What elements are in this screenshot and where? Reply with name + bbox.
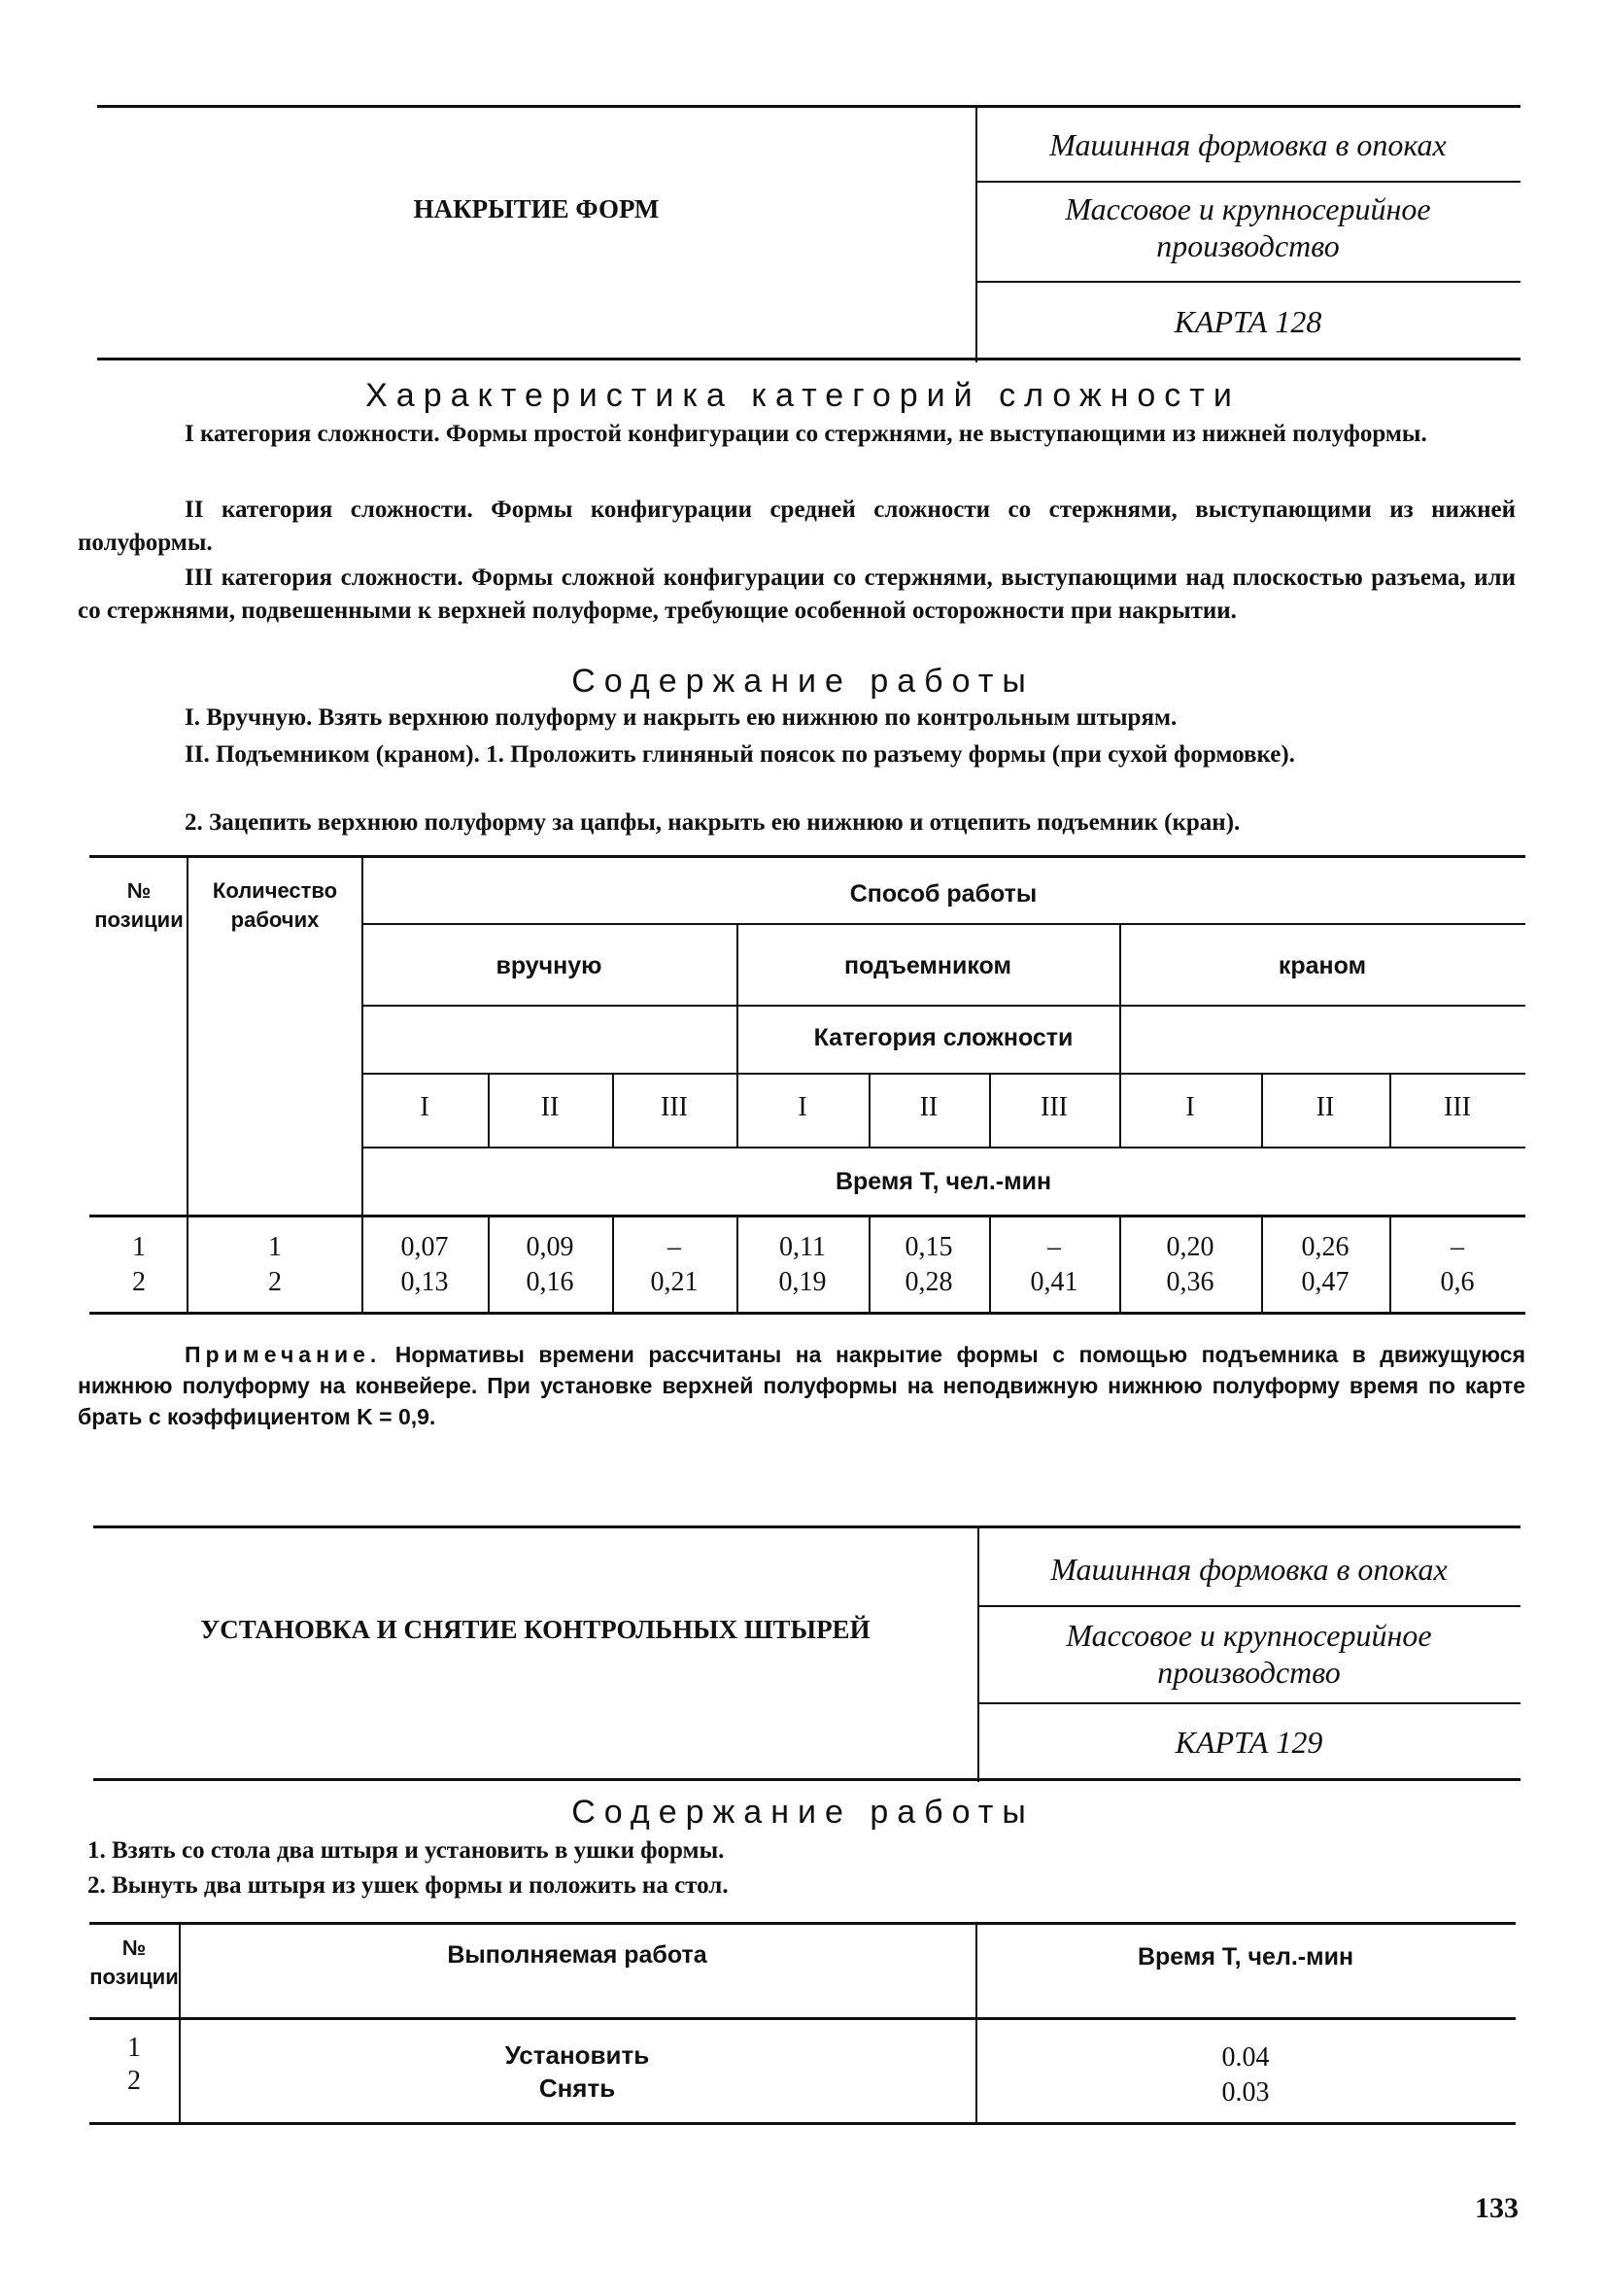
category-text: Формы простой конфигурации со стержнями, не выступающими из нижней полуформы.	[439, 421, 1427, 447]
category-label: II категория сложности.	[185, 497, 473, 523]
time-value: 0,21	[650, 1267, 699, 1297]
col-header-work: Выполняемая работа	[447, 1941, 707, 1969]
note-label: Примечание.	[185, 1342, 382, 1367]
table-rule	[89, 2122, 1516, 2125]
header-production-scale: Массовое и крупносерийное производство	[1066, 1618, 1432, 1690]
card-title: УСТАНОВКА И СНЯТИЕ КОНТРОЛЬНЫХ ШТЫРЕЙ	[200, 1615, 871, 1644]
table-row-workers: 2	[268, 1267, 282, 1297]
table-rule	[361, 1147, 1525, 1148]
category-cell: I	[798, 1092, 807, 1122]
table-rule	[89, 2017, 1516, 2020]
header-rule	[977, 1702, 1521, 1704]
complexity-category-1	[78, 418, 1516, 451]
time-value: 0,13	[400, 1267, 449, 1297]
header-bottom-rule	[93, 1778, 1521, 1781]
col-header-position: № позиции	[89, 1936, 179, 1989]
work-step-3: 2. Зацепить верхнюю полуформу за цапфы, накрыть ею нижнюю и отцепить подъемник (кран).	[185, 809, 1241, 836]
header-bottom-rule	[97, 358, 1521, 360]
table-row-workers: 1	[268, 1232, 282, 1262]
table-row-position: 1	[132, 1232, 146, 1262]
table-row-work: Снять	[538, 2073, 616, 2103]
table-note	[78, 1339, 1525, 1432]
header-rule	[975, 281, 1521, 283]
time-value: 0,07	[400, 1232, 449, 1262]
category-cell: I	[420, 1092, 429, 1122]
work-heading-129: Содержание работы	[571, 1794, 1035, 1831]
work-step-1: 1. Взять со стола два штыря и установить в ушки формы.	[87, 1837, 725, 1864]
complexity-category-header: Категория сложности	[813, 1024, 1074, 1051]
time-value: 0,6	[1440, 1267, 1475, 1297]
table-rule	[361, 923, 1525, 925]
table-rule	[89, 1922, 1516, 1925]
header-top-rule	[97, 105, 1521, 108]
time-value: 0,26	[1301, 1232, 1350, 1262]
page-number: 133	[1475, 2192, 1519, 2224]
table-row-position: 2	[132, 1267, 146, 1297]
complexity-heading: Характеристика категорий сложности	[365, 377, 1241, 414]
header-card-number: КАРТА 128	[1174, 304, 1322, 339]
time-value: 0,28	[905, 1267, 953, 1297]
time-value: 0,09	[526, 1232, 574, 1262]
category-text: Формы сложной конфигурации со стержнями, выступающими над плоскостью разъема, или со стержнями, подвешенными к верхней полуформе, требующие особенной осторожности при накрытии.	[78, 565, 1516, 624]
header-top-rule	[93, 1525, 1521, 1528]
header-production-type: Машинная формовка в опоках	[1049, 127, 1447, 162]
time-value: –	[1451, 1232, 1464, 1262]
category-cell: I	[1185, 1092, 1195, 1122]
time-value: 0,11	[779, 1232, 826, 1262]
work-heading: Содержание работы	[571, 663, 1035, 700]
table-rule	[89, 1312, 1525, 1315]
card-title: НАКРЫТИЕ ФОРМ	[413, 194, 660, 223]
category-cell: II	[1316, 1092, 1335, 1122]
method-manual: вручную	[495, 952, 602, 979]
table-row-work: Установить	[504, 2040, 650, 2070]
header-rule	[975, 181, 1521, 183]
col-header-time: Время Т, чел.-мин	[1137, 1943, 1354, 1970]
header-production-type: Машинная формовка в опоках	[1050, 1552, 1448, 1587]
category-text: Формы конфигурации средней сложности со стержнями, выступающими из нижней полуформы.	[78, 497, 1516, 556]
method-hoist: подъемником	[844, 952, 1011, 979]
table-rule	[361, 1005, 1525, 1007]
time-header: Время Т, чел.-мин	[835, 1168, 1052, 1195]
time-value: 0,36	[1166, 1267, 1214, 1297]
col-header-method: Способ работы	[849, 880, 1038, 908]
category-cell: II	[919, 1092, 939, 1122]
time-value: –	[1047, 1232, 1061, 1262]
time-value: 0,19	[778, 1267, 827, 1297]
header-card-number: КАРТА 129	[1175, 1725, 1323, 1760]
header-production-scale: Массовое и крупносерийное производство	[1065, 191, 1431, 263]
table-row-time: 0.03	[1221, 2077, 1270, 2108]
table-rule	[361, 1073, 1525, 1075]
col-header-position: № позиции	[94, 878, 184, 932]
category-label: III категория сложности.	[185, 565, 463, 591]
category-cell: III	[661, 1092, 688, 1122]
table-row-position: 1	[127, 2033, 141, 2063]
time-value: 0,20	[1166, 1232, 1214, 1262]
table-rule	[89, 1215, 1525, 1217]
complexity-category-3	[78, 562, 1516, 628]
time-value: 0,16	[526, 1267, 574, 1297]
category-cell: III	[1444, 1092, 1471, 1122]
table-row-time: 0.04	[1221, 2042, 1270, 2073]
time-value: 0,15	[905, 1232, 953, 1262]
col-header-workers: Количество рабочих	[212, 878, 338, 932]
time-value: 0,47	[1301, 1267, 1350, 1297]
header-rule	[977, 1605, 1521, 1607]
work-step-2: 2. Вынуть два штыря из ушек формы и положить на стол.	[87, 1872, 729, 1899]
work-step-1: I. Вручную. Взять верхнюю полуформу и накрыть ею нижнюю по контрольным штырям.	[185, 704, 1178, 731]
category-cell: III	[1041, 1092, 1068, 1122]
category-label: I категория сложности.	[185, 421, 440, 447]
method-crane: краном	[1278, 952, 1367, 979]
time-value: 0,41	[1030, 1267, 1078, 1297]
note-text: Нормативы времени рассчитаны на накрытие формы с помощью подъемника в движущуюся нижнюю полуформу на конвейере. При установке верхней полуформы на неподвижную нижнюю полуформу время по карте брать с коэффициентом K = 0,9.	[78, 1342, 1525, 1429]
category-cell: II	[540, 1092, 560, 1122]
time-value: –	[667, 1232, 681, 1262]
table-rule	[89, 855, 1525, 858]
table-row-position: 2	[127, 2066, 141, 2096]
complexity-category-2	[78, 494, 1516, 560]
work-step-2: II. Подъемником (краном). 1. Проложить глиняный поясок по разъему формы (при сухой формовке).	[185, 741, 1295, 768]
